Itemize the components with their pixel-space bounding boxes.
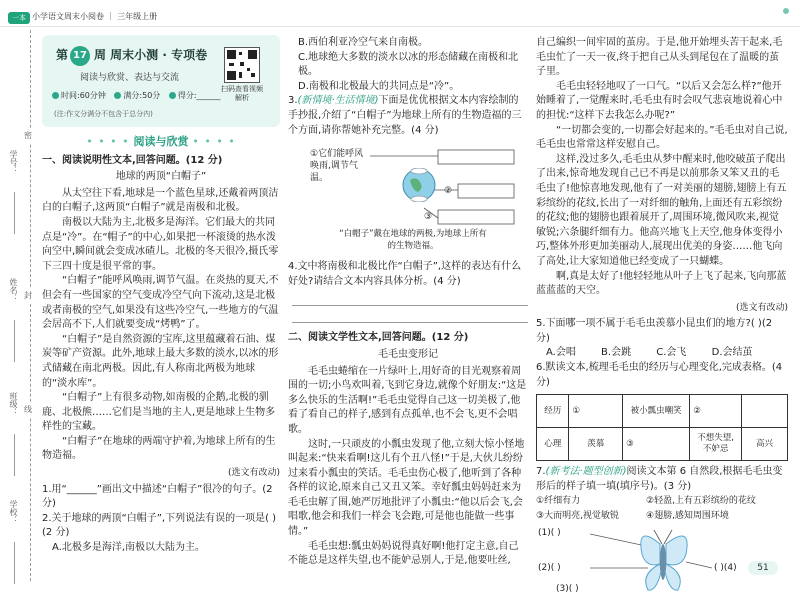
cut-mark-3: 线 (24, 402, 32, 417)
list-item: ①纤细有力 (536, 496, 581, 507)
top-bar (0, 0, 800, 30)
score-field: 得分:______ (177, 91, 221, 100)
handout-diagram (288, 142, 528, 260)
diagram-blank-3[interactable]: ③ (424, 212, 433, 223)
context-tag: (新考法·题型创新) (545, 466, 627, 478)
passage-paragraph: “白帽子”上有很多动物,如南极的企鹅,北极的驯鹿、北极熊……它们是当地的主人,更是地球上生物多样性的宝藏。 (42, 392, 276, 433)
question-1-4: 4.文中将南极和北极比作“白帽子”,这样的表达有什么好处?请结合文本内容具体分析。(4 分) (288, 261, 522, 287)
cut-mark-1: 密 (24, 128, 32, 143)
cut-mark-2: 封 (24, 288, 32, 303)
passage-2-title: 毛毛虫变形记 (378, 348, 438, 360)
butterfly-diagram (536, 524, 788, 598)
table-cell-blank[interactable]: ③ (623, 428, 690, 461)
blank-4[interactable]: ( )(4) (714, 562, 737, 573)
option-d[interactable]: D.会结茧 (711, 347, 753, 359)
option-b: B.西伯利亚冷空气来自南极。 (298, 37, 429, 48)
passage-paragraph: 毛毛虫想:瓢虫妈妈说得真好啊!他打定主意,自己不能总是这样失望,也不能妒忌别人,于是,他要吐丝, (288, 540, 519, 567)
question-2-6: 6.默读文本,梳理毛毛虫的经历与心理变化,完成表格。(4 分) (536, 362, 783, 388)
question-1-heading: 一、阅读说明性文本,回答问题。(12 分) (42, 154, 223, 166)
quiz-subtitle: 阅读与欣赏、表达与交流 (80, 73, 180, 83)
passage-paragraph: 毛毛虫轻轻地叹了一口气。“以后又会怎么样?”他开始睡着了,一觉醒来时,毛毛虫有时会叹气悲哀地说着心中的担忧:“这样下去我怎么办呢?” (536, 80, 783, 121)
quiz-info (52, 89, 227, 104)
decor-dot-icon (783, 8, 789, 14)
qr-code-icon[interactable] (224, 47, 260, 83)
option-a: A.北极多是海洋,南极以大陆为主。 (52, 542, 206, 554)
passage-paragraph: “白帽子”能呼风唤雨,调节气温。在炎热的夏天,不但会有一些国家的空气变成冷空气向下流动,这是北极或者南极的空气,如果没有这些冷空气,一些地方的气温会居高不下,人们就要变成“烤鸭”了。 (42, 275, 279, 331)
question-2-5-options (546, 346, 788, 361)
diagram-caption: “白帽子”戴在地球的两极,为地球上所有的生物造福。 (339, 229, 487, 252)
quiz-title: 周 周末小测 · 专项卷 (94, 48, 208, 62)
diagram-blank-2[interactable]: ② (444, 186, 453, 197)
table-cell-blank[interactable]: ① (569, 395, 623, 428)
table-cell: 高兴 (742, 428, 788, 461)
option-a[interactable]: A.会唱 (546, 347, 576, 359)
blank-2[interactable]: (2)( ) (538, 562, 561, 573)
list-item: ④翅膀,感知周围环境 (646, 511, 729, 522)
passage-paragraph: 自己编织一间牢固的茧房。于是,他开始埋头苦干起来,毛毛虫忙了一天一夜,终于把自己从头到尾包在了温暖的茧子里。 (536, 37, 783, 78)
column-2 (288, 30, 528, 569)
qr-caption: 扫码查看视频解析 (221, 85, 263, 102)
option-c: C.地球绝大多数的淡水以冰的形态储藏在南极和北极。 (298, 51, 519, 78)
question-2-7-options (536, 494, 788, 523)
clock-icon (52, 92, 59, 99)
full-score: 满分:50分 (123, 91, 161, 100)
passage-paragraph: “白帽子”是自然资源的宝库,这里蕴藏着石油、煤炭等矿产资源。此外,地球上最大多数的淡水,以冰的形式储藏在南北两极。因此,有人称南北两极为地球的“淡水库”。 (42, 333, 279, 389)
table-cell: 羡慕 (569, 428, 623, 461)
table-cell: 不想失望,不妒忌 (690, 428, 742, 461)
blank-3[interactable]: (3)( ) (556, 583, 579, 594)
table-cell-blank[interactable]: ② (690, 395, 742, 428)
passage-paragraph: 啊,真是太好了!他轻轻地从叶子上飞了起来,飞向那蓝蓝蓝蓝的天空。 (536, 270, 787, 297)
list-item: ③大而明亮,视觉敏锐 (536, 511, 619, 522)
book-title: 小学语文周末小阅卷 ｜ 三年级上册 (32, 12, 158, 21)
week-number-badge: 17 (70, 46, 90, 66)
earth-icon (402, 168, 436, 202)
source-note: (选文有改动) (735, 302, 788, 313)
question-1-3: 3.(新情境·生活情境)下面是优优根据文本内容绘制的手抄报,介绍了“白帽子”为地球上所有的生物造福的三个方面,请你帮她补充完整。(4 分) (288, 95, 522, 136)
label-class: 班级： (9, 392, 18, 416)
page-number: 51 (748, 561, 778, 575)
option-b[interactable]: B.会跳 (601, 347, 632, 359)
binding-margin (0, 30, 40, 581)
passage-1-title: 地球的两顶“白帽子” (115, 171, 207, 183)
passage-paragraph: 从太空往下看,地球是一个蓝色星球,还戴着两顶洁白的白帽子,这两顶“白帽子”就是南极和北极。 (42, 187, 279, 214)
section-title: 阅读与欣赏 (133, 135, 189, 148)
passage-paragraph: 南极以大陆为主,北极多是海洋。它们最大的共同点是“冷”。在“帽子”的中心,如果把一杯滚烫的热水泼向空中,瞬间就会变成冰碴儿。北极的冬天很冷,摄氏零下三四十度是很平常的事。 (42, 216, 279, 272)
score-note: (注:作文分满分不包含于总分内) (54, 110, 153, 118)
week-prefix: 第 (56, 48, 69, 62)
passage-paragraph: 这时,一只顽皮的小瓢虫发现了他,立刻大惊小怪地叫起来:“快来看啊!这儿有个丑八怪!”于是,大伙儿纷纷过来看小瓢虫的笑话。毛毛虫伤心极了,他听到了各种各样的议论,原来自己又丑又笨。幸好瓢虫妈妈赶来为毛毛虫解了围,她严厉地批评了小瓢虫:“他以后会飞,会唱歌,他会和我们一样会飞会跑,可是他也能做一些事情。” (288, 438, 525, 538)
experience-table (536, 394, 788, 461)
name-line (14, 320, 15, 362)
column-1 (42, 30, 280, 556)
time-limit: 时间:60分钟 (61, 91, 106, 100)
label-name: 姓名： (9, 278, 18, 302)
passage-paragraph: 毛毛虫蜷缩在一片绿叶上,用好奇的目光观察着周围的一切;小鸟欢叫着,飞到它身边,就像个好朋友:“这是多么快乐的生活啊!”毛毛虫觉得自己这一切美极了,他看了看自己的样子,感到有点孤单,也不会飞,更不会唱歌。 (288, 365, 527, 435)
passage-paragraph: “白帽子”在地球的两端守护着,为地球上所有的生物造福。 (42, 435, 276, 462)
header-divider (0, 26, 800, 27)
number-line (14, 192, 15, 234)
blank-1[interactable]: (1)( ) (538, 527, 561, 538)
table-row-label: 经历 (537, 395, 569, 428)
question-2-heading: 二、阅读文学性文本,回答问题。(12 分) (288, 332, 469, 344)
question-2-5: 5.下面哪一项不属于毛毛虫羡慕小昆虫们的地方?( )(2 分) (536, 318, 773, 344)
brand-badge: 一本 (8, 12, 30, 24)
label-number: 学号： (9, 150, 18, 174)
list-item: ②轻盈,上有五彩缤纷的花纹 (646, 496, 756, 507)
context-tag: (新情境·生活情境) (297, 95, 379, 107)
school-line (14, 542, 15, 584)
answer-line[interactable] (292, 306, 528, 323)
diagram-note-1: ①它们能呼风唤雨,调节气温。 (310, 149, 364, 184)
table-row-label: 心理 (537, 428, 569, 461)
answer-line[interactable] (292, 289, 528, 306)
source-note: (选文有改动) (227, 468, 280, 479)
question-1-1: 1.用“______”画出文中描述“白帽子”很冷的句子。(2 分) (42, 483, 273, 510)
table-cell: 被小瓢虫嘲笑 (623, 395, 690, 428)
cut-line (30, 30, 31, 581)
column-3 (536, 30, 788, 598)
question-2-7: 7.(新考法·题型创新)阅读文本第 6 自然段,根据毛毛虫变形后的样子填一填(填序号)。(3 分) (536, 466, 783, 492)
pen-icon (169, 92, 176, 99)
section-banner: • • • • 阅读与欣赏 • • • • (86, 135, 236, 148)
option-d: D.南极和北极最大的共同点是“冷”。 (298, 80, 460, 92)
option-c[interactable]: C.会飞 (656, 347, 687, 359)
label-school: 学校： (9, 500, 18, 524)
score-icon (114, 92, 121, 99)
question-1-2: 2.关于地球的两顶“白帽子”,下列说法有误的一项是( )(2 分) (42, 512, 277, 539)
passage-paragraph: 这样,没过多久,毛毛虫从梦中醒来时,他咬破茧子爬出了出来,惊奇地发现自己已不再是以前那条又笨又丑的毛毛虫了!他惊喜地发现,他有了一对美丽的翅膀,翅膀上有五彩缤纷的花纹,长出了一对纤细的触角,上面还有五彩缤纷的花纹;他的翅膀也跟着展开了,周围环境,微风吹来,视觉敏锐;六条腿纤细有力。他高兴地飞上天空,他身体变得小巧,整体外形更加美丽动人,展现出优美的身姿……他飞向了高处,让大家知道他已经变成了一只蝴蝶。 (536, 153, 787, 267)
class-line (14, 434, 15, 476)
quiz-header (42, 35, 280, 127)
table-cell-empty (742, 395, 788, 428)
passage-paragraph: “一切都会变的,一切都会好起来的。”毛毛虫对自己说,毛毛虫也常常这样安慰自己。 (536, 124, 788, 151)
